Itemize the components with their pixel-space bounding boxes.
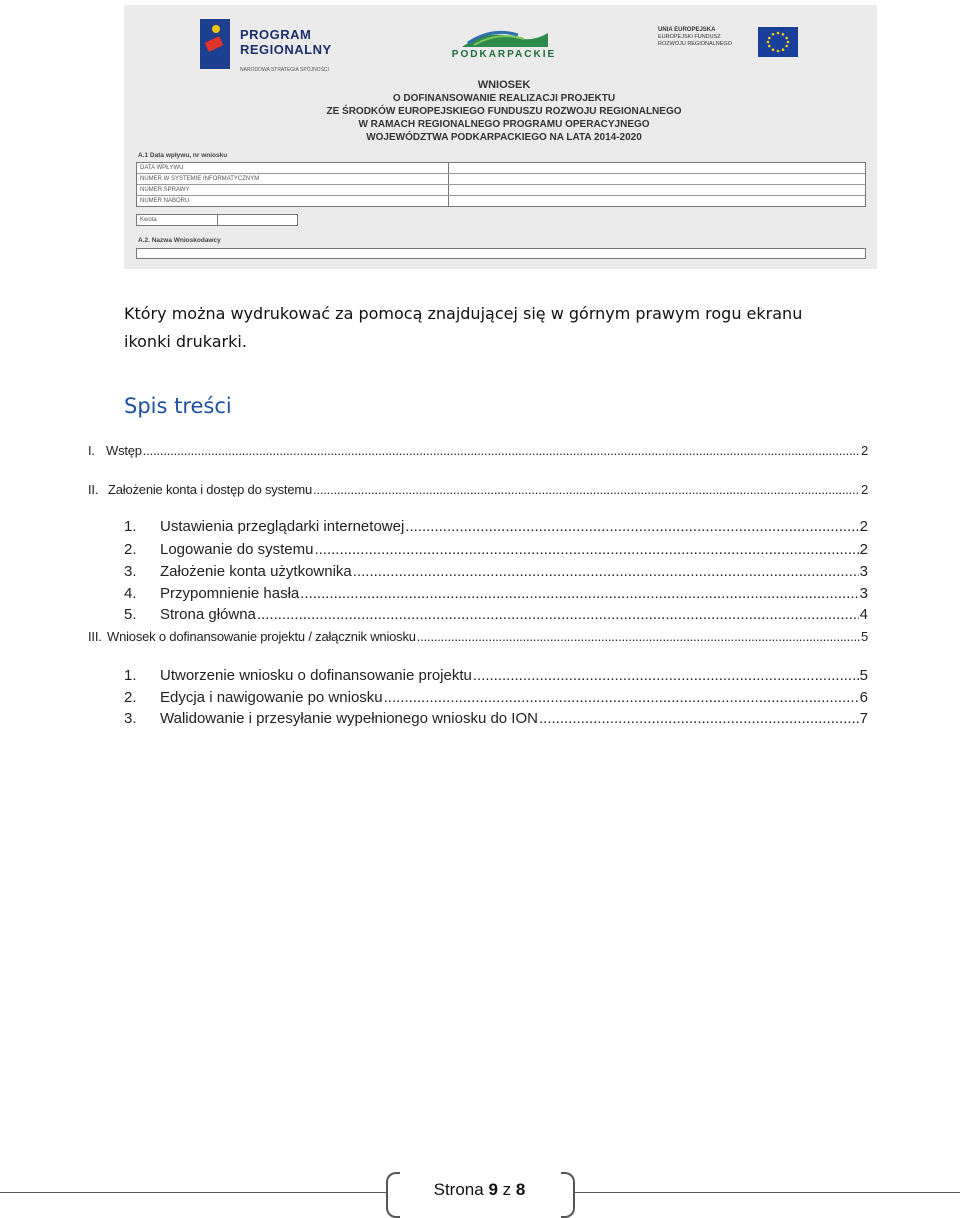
form-title-line2: O DOFINANSOWANIE REALIZACJI PROJEKTU bbox=[392, 93, 616, 104]
toc-leader bbox=[405, 518, 858, 535]
eu-text-3: ROZWOJU REGIONALNEGO bbox=[658, 41, 732, 47]
toc-entry[interactable]: 1. Utworzenie wniosku o dofinansowanie projektu ..... 5 bbox=[124, 667, 868, 684]
toc-entry[interactable]: 1. Ustawienia przeglądarki internetowej ..... 2 bbox=[124, 518, 868, 535]
hills-icon bbox=[462, 27, 548, 47]
toc-label: Walidowanie i przesyłanie wypełnionego wniosku do ION bbox=[160, 710, 538, 727]
toc-page: 2 bbox=[860, 443, 868, 458]
logo-left-sub: NARODOWA STRATEGIA SPÓJNOŚCI bbox=[240, 67, 329, 73]
toc-page: 6 bbox=[859, 689, 868, 706]
toc-entry-i[interactable]: I. Wstęp ..... 2 bbox=[88, 443, 868, 458]
toc-entry[interactable]: 3. Walidowanie i przesyłanie wypełnionego wniosku do ION ..... 7 bbox=[124, 710, 868, 727]
toc-heading: Spis treści bbox=[124, 394, 232, 418]
form-table bbox=[136, 162, 866, 207]
logo-center-text: PODKARPACKIE bbox=[451, 49, 557, 60]
program-regionalny-logo bbox=[200, 17, 360, 73]
section-a1-label: A.1 Data wpływu, nr wniosku bbox=[138, 152, 228, 159]
toc-leader bbox=[314, 541, 858, 558]
toc-page: 5 bbox=[860, 629, 868, 644]
logo-left-line1: PROGRAM bbox=[240, 27, 312, 42]
toc-leader bbox=[257, 606, 859, 623]
toc-leader bbox=[300, 585, 858, 602]
toc-label: Logowanie do systemu bbox=[160, 541, 314, 558]
kwota-field bbox=[136, 214, 298, 226]
eu-text-1: UNIA EUROPEJSKA bbox=[658, 27, 716, 33]
table-row: NUMER SPRAWY bbox=[137, 185, 865, 196]
nazwa-field bbox=[136, 248, 866, 259]
toc-leader bbox=[473, 667, 859, 684]
toc-page: 2 bbox=[859, 518, 868, 535]
toc-label: Utworzenie wniosku o dofinansowanie projektu bbox=[160, 667, 472, 684]
footer-word: Strona bbox=[433, 1180, 484, 1199]
toc-label: Założenie konta i dostęp do systemu bbox=[108, 482, 313, 497]
section-a2-label: A.2. Nazwa Wnioskodawcy bbox=[138, 237, 221, 244]
table-row: NUMER W SYSTEMIE INFORMATYCZNYM bbox=[137, 174, 865, 185]
logo-left-line2: REGIONALNY bbox=[240, 42, 332, 57]
toc-page: 3 bbox=[859, 563, 868, 580]
toc-entry[interactable]: 2. Edycja i nawigowanie po wniosku ..... 6 bbox=[124, 689, 868, 706]
toc-page: 4 bbox=[859, 606, 868, 623]
toc-entry[interactable]: 3. Założenie konta użytkownika ..... 3 bbox=[124, 563, 868, 580]
toc-label: Edycja i nawigowanie po wniosku bbox=[160, 689, 383, 706]
eu-flag-icon bbox=[758, 27, 798, 57]
kwota-label: Kwota bbox=[140, 217, 157, 223]
footer-current-page: 9 bbox=[488, 1180, 498, 1199]
table-row: NUMER NABORU bbox=[137, 196, 865, 206]
toc-page: 3 bbox=[859, 585, 868, 602]
toc-leader bbox=[417, 629, 860, 644]
footer-total-pages: 8 bbox=[515, 1180, 526, 1199]
toc-label: Przypomnienie hasła bbox=[160, 585, 300, 602]
form-title bbox=[284, 79, 724, 144]
footer-rule-right bbox=[575, 1192, 960, 1193]
eu-logo bbox=[658, 27, 798, 67]
form-title-line3: ZE ŚRODKÓW EUROPEJSKIEGO FUNDUSZU ROZWOJU REGIONALNEGO bbox=[326, 106, 682, 117]
toc-entry[interactable]: 5. Strona główna ..... 4 bbox=[124, 606, 868, 623]
toc-leader bbox=[539, 710, 859, 727]
page-number bbox=[398, 1180, 561, 1200]
toc-leader bbox=[384, 689, 859, 706]
toc-page: 7 bbox=[859, 710, 868, 727]
form-screenshot-image bbox=[124, 5, 877, 269]
podkarpackie-logo bbox=[444, 27, 564, 67]
toc-label: Ustawienia przeglądarki internetowej bbox=[160, 518, 405, 535]
toc-label: Wniosek o dofinansowanie projektu / załącznik wniosku bbox=[107, 629, 416, 644]
toc-label: Strona główna bbox=[160, 606, 256, 623]
toc-page: 5 bbox=[859, 667, 868, 684]
toc-entry[interactable]: 2. Logowanie do systemu ..... 2 bbox=[124, 541, 868, 558]
toc-leader bbox=[313, 482, 860, 497]
toc-page: 2 bbox=[859, 541, 868, 558]
footer-of: z bbox=[502, 1180, 512, 1199]
form-title-line1: WNIOSEK bbox=[477, 79, 531, 91]
form-title-line5: WOJEWÓDZTWA PODKARPACKIEGO NA LATA 2014-2020 bbox=[366, 132, 642, 143]
footer-rule-left bbox=[0, 1192, 386, 1193]
eu-text-2: EUROPEJSKI FUNDUSZ bbox=[658, 34, 721, 40]
toc-label: Założenie konta użytkownika bbox=[160, 563, 352, 580]
toc-page: 2 bbox=[860, 482, 868, 497]
right-brace bbox=[561, 1172, 575, 1218]
toc-entry-ii[interactable]: II. Założenie konta i dostęp do systemu ..... 2 bbox=[88, 482, 868, 497]
form-title-line4: W RAMACH REGIONALNEGO PROGRAMU OPERACYJNEGO bbox=[358, 119, 650, 130]
toc-entry-iii[interactable]: III. Wniosek o dofinansowanie projektu / załącznik wniosku ..... 5 bbox=[88, 629, 868, 644]
toc-leader bbox=[143, 443, 860, 458]
star-flag-icon bbox=[200, 19, 230, 69]
toc-entry[interactable]: 4. Przypomnienie hasła ..... 3 bbox=[124, 585, 868, 602]
toc-label: Wstęp bbox=[106, 443, 142, 458]
intro-text: Który można wydrukować za pomocą znajdującej się w górnym prawym rogu ekranu ikonki drukarki. bbox=[124, 304, 803, 351]
toc-leader bbox=[353, 563, 859, 580]
table-row: DATA WPŁYWU bbox=[137, 163, 865, 174]
